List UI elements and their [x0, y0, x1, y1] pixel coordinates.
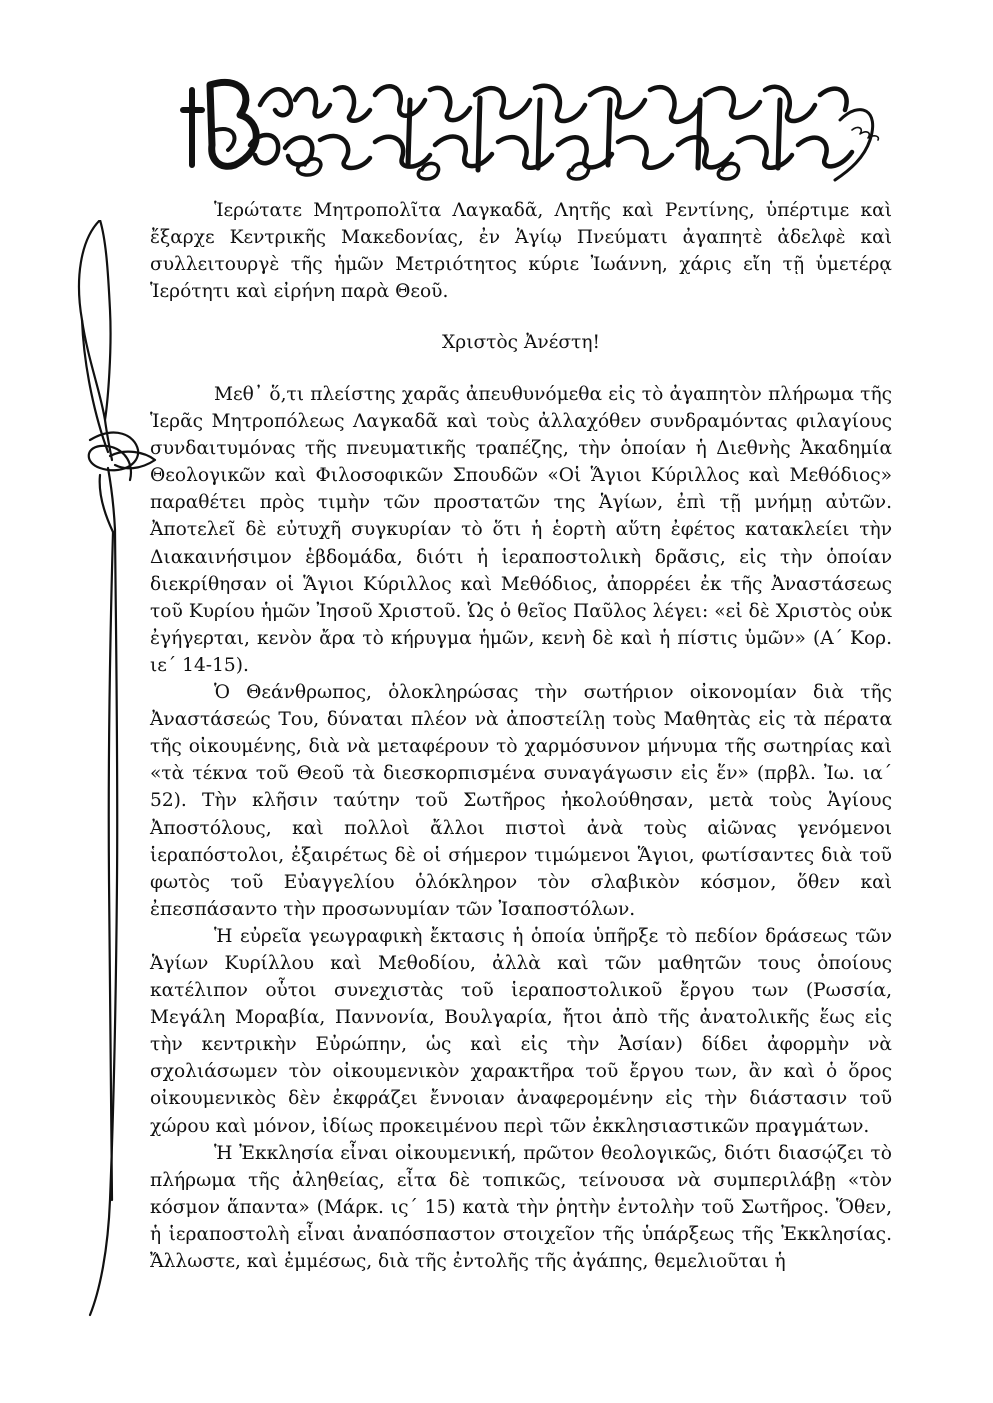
calligraphic-signature: [180, 70, 885, 185]
letter-body: [150, 381, 892, 1275]
greeting-line: Χριστὸς Ἀνέστη!: [442, 332, 600, 353]
salutation-paragraph: [150, 197, 892, 305]
salutation-text: Ἱερώτατε Μητροπολῖτα Λαγκαδᾶ, Λητῆς καὶ Ρεντίνης, ὑπέρτιμε καὶ ἔξαρχε Κεντρικῆς Μακεδονίας, ἐν Ἁγίῳ Πνεύματι ἀγαπητὲ ἀδελφὲ καὶ συλλειτουργὲ τῆς ἡμῶν Μετριότητος κύριε Ἰωάννη, χάρις εἴη τῇ ὑμετέρᾳ Ἱερότητι καὶ εἰρήνη παρὰ Θεοῦ.: [150, 200, 892, 303]
body-paragraph-2: Ὁ Θεάνθρωπος, ὁλοκληρώσας τὴν σωτήριον οἰκονομίαν διὰ τῆς Ἀναστάσεώς Του, δύναται πλέον νὰ ἀποστείλῃ τοὺς Μαθητὰς εἰς τὰ πέρατα τῆς οἰκουμένης, διὰ νὰ μεταφέρουν τὸ χαρμόσυνον μήνυμα τῆς σωτηρίας καὶ «τὰ τέκνα τοῦ Θεοῦ τὰ διεσκορπισμένα συναγάγωσιν εἰς ἕν» (πρβλ. Ἰω. ια΄ 52). Τὴν κλῆσιν ταύτην τοῦ Σωτῆρος ἠκολούθησαν, μετὰ τοὺς Ἁγίους Ἀποστόλους, καὶ πολλοὶ ἄλλοι πιστοὶ ἀνὰ τοὺς αἰῶνας γενόμενοι ἱεραπόστολοι, ἐξαιρέτως δὲ οἱ σήμερον τιμώμενοι Ἅγιοι, φωτίσαντες διὰ τοῦ φωτὸς τοῦ Εὐαγγελίου ὁλόκληρον τὸν σλαβικὸν κόσμον, ὅθεν καὶ ἐπεσπάσαντο τὴν προσωνυμίαν τῶν Ἰσαποστόλων.: [150, 682, 892, 920]
body-paragraph-3: Ἡ εὐρεῖα γεωγραφικὴ ἔκτασις ἡ ὁποία ὑπῆρξε τὸ πεδίον δράσεως τῶν Ἁγίων Κυρίλλου καὶ Μεθοδίου, ἀλλὰ καὶ τῶν μαθητῶν τους ὁποίους κατέλιπον οὗτοι συνεχιστὰς τοῦ ἱεραποστολικοῦ ἔργου των (Ρωσσία, Μεγάλη Μοραβία, Παννονία, Βουλγαρία, ἤτοι ἀπὸ τῆς ἀνατολικῆς ἕως εἰς τὴν κεντρικὴν Εὐρώπην, ὡς καὶ εἰς τὴν Ἀσίαν) δίδει ἀφορμὴν νὰ σχολιάσωμεν τὸν οἰκουμενικὸν χαρακτῆρα τοῦ ἔργου των, ἂν καὶ ὁ ὅρος οἰκουμενικὸς δὲν ἐκφράζει ἔννοιαν ἀναφερομένην εἰς τὴν διάστασιν τοῦ χώρου καὶ μόνον, ἰδίως προκειμένου περὶ τῶν ἐκκλησιαστικῶν πραγμάτων.: [150, 925, 892, 1137]
body-paragraph-1: Μεθ᾿ ὅ,τι πλείστης χαρᾶς ἀπευθυνόμεθα εἰς τὸ ἀγαπητὸν πλήρωμα τῆς Ἱερᾶς Μητροπόλεως Λαγκαδᾶ καὶ τοὺς ἀλλαχόθεν συνδραμόντας φιλαγίους συνδαιτυμόνας τῆς πνευματικῆς τραπέζης, τὴν ὁποίαν ἡ Διεθνὴς Ἀκαδημία Θεολογικῶν καὶ Φιλοσοφικῶν Σπουδῶν «Οἱ Ἅγιοι Κύριλλος καὶ Μεθόδιος» παραθέτει πρὸς τιμὴν τῶν προστατῶν της Ἁγίων, ἐπὶ τῇ μνήμῃ αὐτῶν. Ἀποτελεῖ δὲ εὐτυχῆ συγκυρίαν τὸ ὅτι ἡ ἑορτὴ αὕτη ἐφέτος κατακλείει τὴν Διακαινήσιμον ἑβδομάδα, διότι ἡ ἱεραποστολικὴ δρᾶσις, εἰς τὴν ὁποίαν διεκρίθησαν οἱ Ἅγιοι Κύριλλος καὶ Μεθόδιος, ἀπορρέει ἐκ τῆς Ἀναστάσεως τοῦ Κυρίου ἡμῶν Ἰησοῦ Χριστοῦ. Ὡς ὁ θεῖος Παῦλος λέγει: «εἰ δὲ Χριστὸς οὐκ ἐγήγερται, κενὸν ἄρα τὸ κήρυγμα ἡμῶν, κενὴ δὲ καὶ ἡ πίστις ὑμῶν» (Α΄ Κορ. ιε΄ 14-15).: [150, 384, 892, 676]
body-paragraph-4: Ἡ Ἐκκλησία εἶναι οἰκουμενική, πρῶτον θεολογικῶς, διότι διασῴζει τὸ πλήρωμα τῆς ἀληθείας, εἶτα δὲ τοπικῶς, τείνουσα νὰ συμπεριλάβῃ «τὸν κόσμον ἅπαντα» (Μάρκ. ις΄ 15) κατὰ τὴν ῥητὴν ἐντολὴν τοῦ Σωτῆρος. Ὅθεν, ἡ ἱεραποστολὴ εἶναι ἀναπόσπαστον στοιχεῖον τῆς ὑπάρξεως τῆς Ἐκκλησίας. Ἄλλωστε, καὶ ἐμμέσως, διὰ τῆς ἐντολῆς τῆς ἀγάπης, θεμελιοῦται ἡ: [150, 1142, 892, 1272]
